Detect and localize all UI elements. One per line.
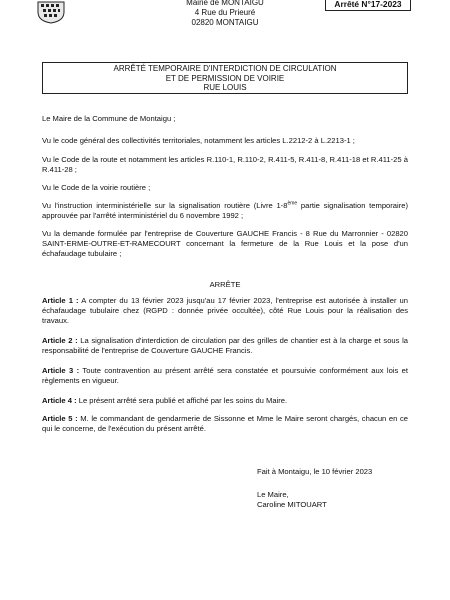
- title-line-2: ET DE PERMISSION DE VOIRIE: [165, 73, 285, 83]
- article-4-label: Article 4 :: [42, 396, 77, 405]
- signatory-name: Caroline MITOUART: [257, 500, 327, 509]
- visa-4: [42, 201, 408, 221]
- title-box: [42, 62, 408, 94]
- arrete-number: N°17-2023: [361, 0, 402, 9]
- mairie-postcode: 02820 MONTAIGU: [191, 18, 259, 27]
- visa-4-superscript: ème: [287, 200, 298, 207]
- visa-4-part-a: Vu l'instruction interministérielle sur la signalisation routière (Livre 1-8: [42, 201, 288, 210]
- article-2-text: La signalisation d'interdiction de circulation par des grilles de chantier est à la charge et sous la responsabilité de l'entreprise de Couverture GAUCHE Francis.: [42, 336, 408, 355]
- municipal-logo: [36, 0, 66, 24]
- article-5: [42, 414, 408, 434]
- visa-4-part-b: partie signalisation temporaire) approuvée par l'arrêté interministériel du 6 novembre 1992 ;: [42, 201, 408, 220]
- visa-2: Vu le Code de la route et notamment les articles R.110-1, R.110-2, R.411-5, R.411-8, R.411-18 et R.411-25 à R.411-28 ;: [42, 155, 408, 174]
- article-3-text: Toute contravention au présent arrêté sera constatée et poursuivie conformément aux lois et règlements en vigueur.: [42, 366, 408, 385]
- article-1-text: A compter du 13 février 2023 jusqu'au 17 février 2023, l'entreprise est autorisée à installer un échafaudage tubulaire chez (RGPD : donnée privée occultée), côté Rue Louis pour la réalisation des travaux.: [42, 296, 408, 325]
- article-3: [42, 366, 408, 386]
- article-5-text: M. le commandant de gendarmerie de Sissonne et Mme le Maire seront chargés, chacun en ce qui le concerne, de l'exécution du présent arrêté.: [42, 414, 409, 433]
- arrete-number-box: [325, 0, 411, 11]
- article-5-label: Article 5 :: [42, 414, 78, 423]
- intro-text: Le Maire de la Commune de Montaigu ;: [42, 114, 176, 123]
- article-1: [42, 296, 408, 326]
- arrete-label: Arrêté: [334, 0, 360, 9]
- visa-3: Vu le Code de la voirie routière ;: [42, 183, 151, 192]
- mairie-street: 4 Rue du Prieuré: [194, 8, 256, 17]
- article-2-label: Article 2 :: [42, 336, 78, 345]
- visa-5: Vu la demande formulée par l'entreprise de Couverture GAUCHE Francis - 8 Rue du Marronnier - 02820 SAINT-ERME-OUTRE-ET-RAMECOURT concernant la fermeture de la Rue Louis et la pose d'un échafaudage tubulaire ;: [42, 229, 408, 258]
- arrete-heading: ARRÊTE: [209, 280, 241, 289]
- article-3-label: Article 3 :: [42, 366, 80, 375]
- signatory-role: Le Maire,: [257, 490, 289, 499]
- article-2: [42, 336, 408, 356]
- mairie-address: [170, 0, 280, 28]
- visa-1: Vu le code général des collectivités territoriales, notamment les articles L.2212-2 à L.2213-1 ;: [42, 136, 355, 145]
- mairie-name: Mairie de MONTAIGU: [186, 0, 264, 7]
- place-date: Fait à Montaigu, le 10 février 2023: [257, 467, 373, 476]
- title-line-3: RUE LOUIS: [203, 83, 247, 92]
- title-line-1: ARRÊTÉ TEMPORAIRE D'INTERDICTION DE CIRCULATION: [113, 64, 337, 73]
- article-1-label: Article 1 :: [42, 296, 79, 305]
- article-4: [42, 396, 408, 406]
- signature-block: [257, 467, 437, 510]
- article-4-text: Le présent arrêté sera publié et affiché par les soins du Maire.: [76, 396, 288, 405]
